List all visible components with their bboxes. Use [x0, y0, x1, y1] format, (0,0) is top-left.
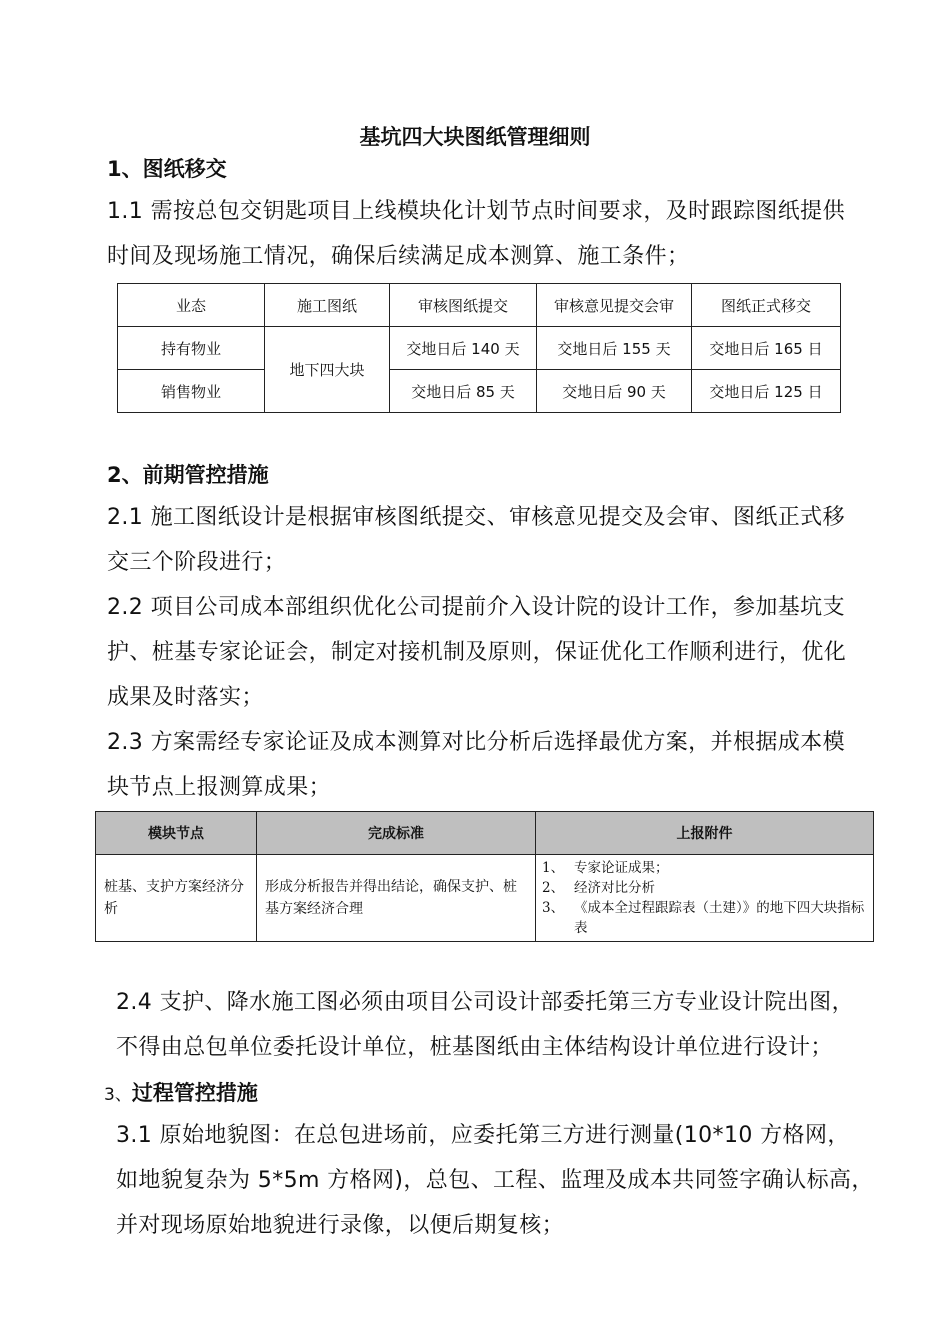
table-cell: 交地日后 165 日 — [692, 327, 841, 370]
paragraph-line: 2.3 方案需经专家论证及成本测算对比分析后选择最优方案，并根据成本模 — [107, 730, 845, 755]
table-header-cell: 业态 — [118, 284, 265, 327]
table-cell: 交地日后 140 天 — [390, 327, 537, 370]
table-header-cell: 施工图纸 — [265, 284, 390, 327]
paragraph-line: 3.1 原始地貌图：在总包进场前，应委托第三方进行测量(10*10 方格网， — [116, 1123, 850, 1148]
attachment-number: 1、 — [542, 860, 565, 876]
attachment-number: 3、 — [542, 900, 565, 916]
table-cell: 交地日后 125 日 — [692, 370, 841, 413]
completion-standard-cell: 形成分析报告并得出结论，确保支护、桩基方案经济合理 — [257, 855, 536, 942]
attachment-text: 《成本全过程跟踪表（土建）》的地下四大块指标表 — [574, 900, 865, 936]
table-cell: 交地日后 155 天 — [537, 327, 692, 370]
table-header-cell: 模块节点 — [96, 812, 257, 855]
section-1-heading: 1、图纸移交 — [107, 157, 227, 181]
paragraph-1-1 — [107, 189, 845, 279]
section-number: 3、 — [104, 1085, 132, 1105]
module-node-table — [95, 811, 874, 942]
table-cell: 持有物业 — [118, 327, 265, 370]
paragraph-line: 2.2 项目公司成本部组织优化公司提前介入设计院的设计工作，参加基坑支 — [107, 595, 845, 620]
attachment-item — [542, 878, 867, 898]
table-header-cell: 图纸正式移交 — [692, 284, 841, 327]
paragraph-line: 交三个阶段进行； — [107, 550, 287, 575]
module-node-cell: 桩基、支护方案经济分析 — [96, 855, 257, 942]
paragraph-line: 不得由总包单位委托设计单位，桩基图纸由主体结构设计单位进行设计； — [116, 1035, 833, 1060]
paragraph-line: 块节点上报测算成果； — [107, 775, 332, 800]
paragraph-line: 2.1 施工图纸设计是根据审核图纸提交、审核意见提交及会审、图纸正式移 — [107, 505, 845, 530]
paragraph-line: 2.4 支护、降水施工图必须由项目公司设计部委托第三方专业设计院出图， — [116, 990, 854, 1015]
table-cell: 销售物业 — [118, 370, 265, 413]
attachments-cell — [536, 855, 874, 942]
attachment-item — [542, 858, 867, 878]
table-header-cell: 审核意见提交会审 — [537, 284, 692, 327]
section-2-heading: 2、前期管控措施 — [107, 463, 269, 487]
table-cell: 交地日后 90 天 — [537, 370, 692, 413]
attachment-number: 2、 — [542, 880, 565, 896]
paragraph-line: 护、桩基专家论证会，制定对接机制及原则，保证优化工作顺利进行，优化 — [107, 640, 847, 665]
table-cell: 交地日后 85 天 — [390, 370, 537, 413]
section-title: 过程管控措施 — [131, 1081, 258, 1105]
table-header-cell: 审核图纸提交 — [390, 284, 537, 327]
table-header-cell: 上报附件 — [536, 812, 874, 855]
table-row — [96, 855, 874, 942]
attachment-text: 经济对比分析 — [574, 880, 655, 896]
section-3-heading — [104, 1077, 258, 1107]
drawing-handover-table — [117, 283, 841, 413]
table-row — [118, 370, 841, 413]
paragraph-line: 时间及现场施工情况，确保后续满足成本测算、施工条件； — [107, 244, 690, 269]
paragraph-2-1 — [107, 495, 846, 810]
table-header-cell: 完成标准 — [257, 812, 536, 855]
table-row — [118, 327, 841, 370]
attachment-text: 专家论证成果； — [574, 860, 669, 876]
document-title: 基坑四大块图纸管理细则 — [359, 125, 591, 149]
paragraph-line: 成果及时落实； — [107, 685, 264, 710]
attachment-item — [542, 898, 867, 938]
paragraph-line: 1.1 需按总包交钥匙项目上线模块化计划节点时间要求，及时跟踪图纸提供 — [107, 199, 845, 224]
paragraph-3-1 — [116, 1113, 874, 1248]
paragraph-2-4 — [116, 980, 854, 1070]
table-header-row — [96, 812, 874, 855]
paragraph-line: 并对现场原始地貌进行录像，以便后期复核； — [116, 1213, 565, 1238]
table-cell-merged: 地下四大块 — [265, 327, 390, 413]
table-header-row — [118, 284, 841, 327]
paragraph-line: 如地貌复杂为 5*5m 方格网)，总包、工程、监理及成本共同签字确认标高， — [116, 1168, 874, 1193]
